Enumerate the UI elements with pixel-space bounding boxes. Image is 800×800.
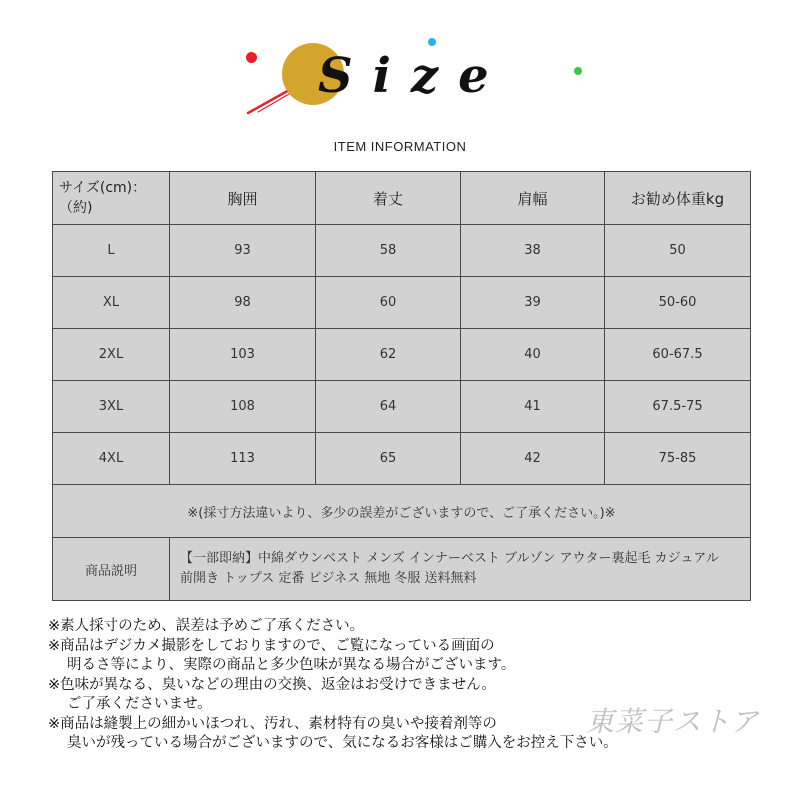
weight-cell: 50 <box>605 225 751 277</box>
table-header-row <box>53 172 751 225</box>
shoulder-cell: 42 <box>461 433 605 485</box>
chest-cell: 98 <box>170 277 316 329</box>
chest-cell: 113 <box>170 433 316 485</box>
blue-dot-decoration <box>428 38 436 46</box>
shoulder-cell: 38 <box>461 225 605 277</box>
size-cell: XL <box>53 277 170 329</box>
length-cell: 64 <box>316 381 461 433</box>
table-row <box>53 381 751 433</box>
header-length: 着丈 <box>316 172 461 225</box>
measurement-note: ※(採寸方法違いより、多少の誤差がございますので、ご了承ください。)※ <box>53 485 751 538</box>
note-line: ※素人採寸のため、誤差は予めご了承ください。 <box>48 618 365 634</box>
chest-cell: 103 <box>170 329 316 381</box>
description-line-2: 前開き トップス 定番 ビジネス 無地 冬服 送料無料 <box>180 571 477 586</box>
table-row <box>53 433 751 485</box>
chest-cell: 108 <box>170 381 316 433</box>
shoulder-cell: 39 <box>461 277 605 329</box>
shoulder-cell: 41 <box>461 381 605 433</box>
table-row <box>53 277 751 329</box>
table-row <box>53 329 751 381</box>
weight-cell: 50-60 <box>605 277 751 329</box>
note-line: ※商品は縫製上の細かいほつれ、汚れ、素材特有の臭いや接着剤等の <box>48 715 497 732</box>
weight-cell: 75-85 <box>605 433 751 485</box>
note-line: ※商品はデジカメ撮影をしておりますので、ご覧になっている画面の <box>48 637 495 654</box>
size-table <box>52 171 751 601</box>
header-size-line1: サイズ(cm)： <box>59 180 147 196</box>
chest-cell: 93 <box>170 225 316 277</box>
store-watermark: 東菜子ストア <box>586 705 760 738</box>
note-line: ※色味が異なる、臭いなどの理由の交換、返金はお受けできません。 <box>48 676 497 693</box>
description-label: 商品説明 <box>53 538 170 601</box>
red-dot-decoration <box>246 52 257 63</box>
header-chest: 胸囲 <box>170 172 316 225</box>
green-dot-decoration <box>574 67 582 75</box>
item-information-heading: ITEM INFORMATION <box>333 139 467 154</box>
measurement-note-row <box>53 485 751 538</box>
note-line: 臭いが残っている場合がございますので、気になるお客様はご購入をお控え下さい。 <box>67 735 618 751</box>
size-cell: 3XL <box>53 381 170 433</box>
length-cell: 58 <box>316 225 461 277</box>
header-size-line2: （約) <box>59 200 93 216</box>
size-cell: 4XL <box>53 433 170 485</box>
note-line: ご了承くださいませ。 <box>67 696 212 712</box>
header-shoulder: 肩幅 <box>461 172 605 225</box>
size-cell: L <box>53 225 170 277</box>
shoulder-cell: 40 <box>461 329 605 381</box>
size-logo <box>0 0 800 130</box>
header-size <box>53 172 170 225</box>
weight-cell: 60-67.5 <box>605 329 751 381</box>
weight-cell: 67.5-75 <box>605 381 751 433</box>
header-weight: お勧め体重kg <box>605 172 751 225</box>
description-line-1: 【一部即納】中綿ダウンベスト メンズ インナーベスト ブルゾン アウター裏起毛 カジュアル <box>180 551 719 566</box>
length-cell: 65 <box>316 433 461 485</box>
size-cell: 2XL <box>53 329 170 381</box>
note-line: 明るさ等により、実際の商品と多少色味が異なる場合がございます。 <box>67 657 516 673</box>
length-cell: 60 <box>316 277 461 329</box>
table-row <box>53 225 751 277</box>
length-cell: 62 <box>316 329 461 381</box>
description-row <box>53 538 751 601</box>
logo-title: Size <box>318 48 509 104</box>
description-text <box>170 538 751 601</box>
